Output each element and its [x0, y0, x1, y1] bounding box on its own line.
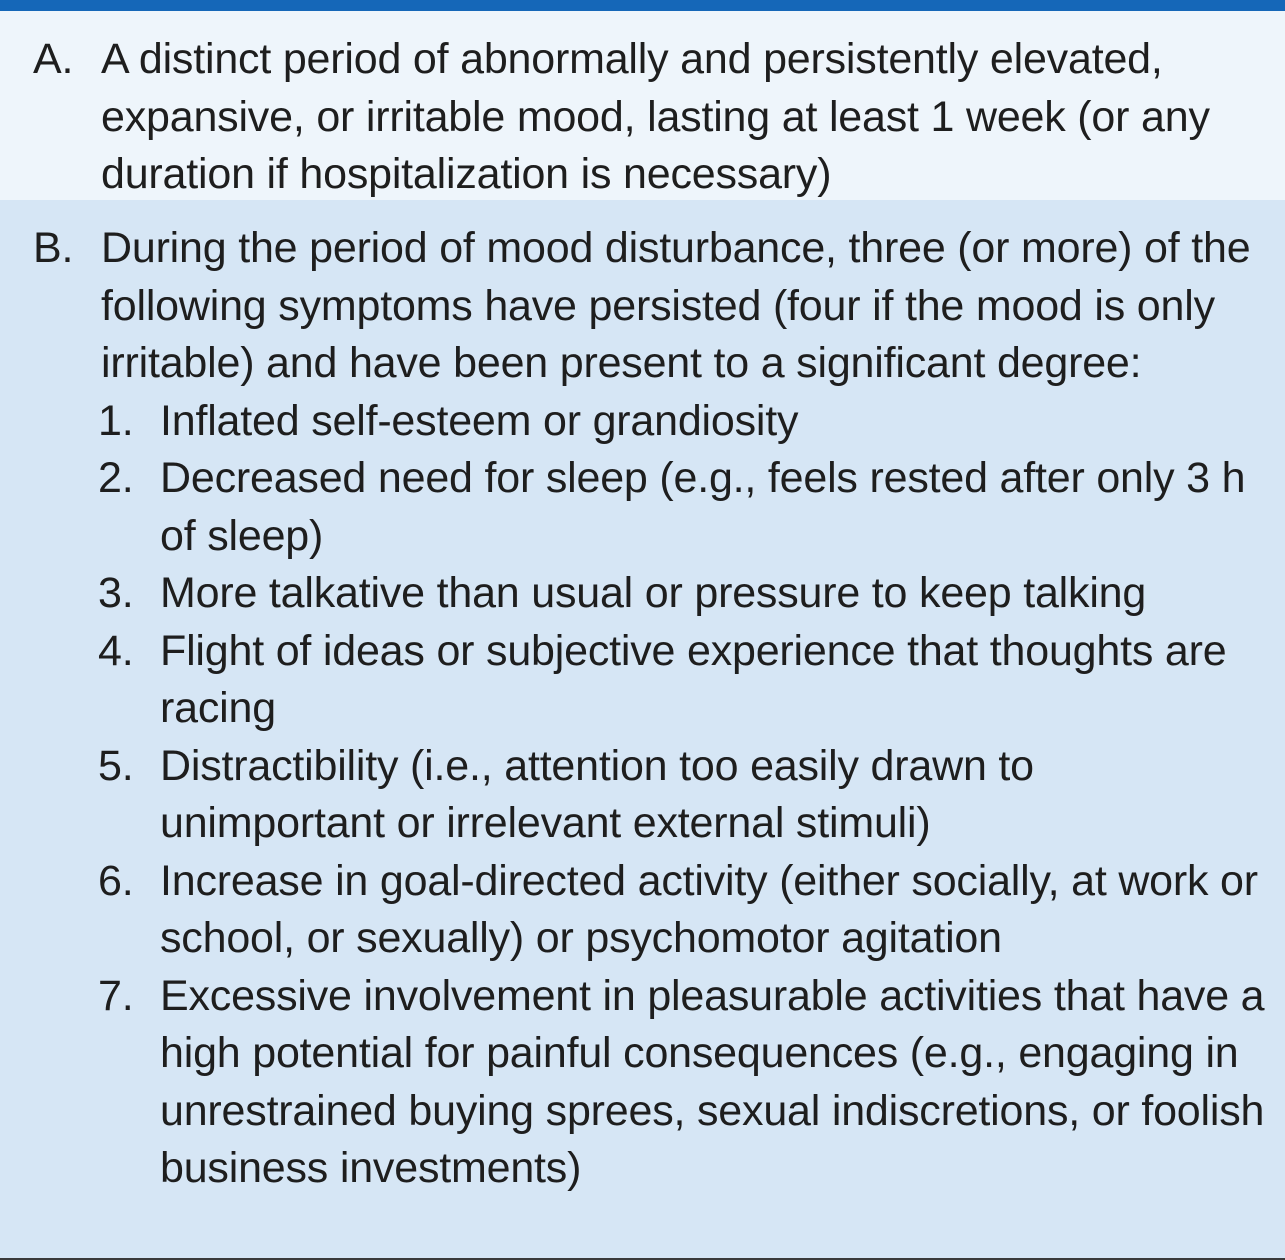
symptom-text: Excessive involvement in pleasurable activities that have a high potential for painful consequences (e.g., engaging in unrestrained buying sprees, sexual indiscretions, or foolish business investments)	[160, 971, 1265, 1192]
symptom-item	[0, 393, 1285, 451]
symptom-text: Distractibility (i.e., attention too easily drawn to unimportant or irrelevant external stimuli)	[160, 741, 1034, 847]
criterion-b	[0, 220, 1285, 393]
symptom-text: Inflated self-esteem or grandiosity	[160, 396, 799, 445]
symptom-item	[0, 450, 1285, 565]
symptom-text: Flight of ideas or subjective experience that thoughts are racing	[160, 626, 1227, 732]
criterion-a-section	[0, 11, 1285, 200]
symptom-number: 5.	[98, 741, 134, 790]
symptom-item	[0, 968, 1285, 1198]
symptom-number: 4.	[98, 626, 134, 675]
symptom-text: Increase in goal-directed activity (either socially, at work or school, or sexually) or psychomotor agitation	[160, 856, 1258, 962]
criterion-b-letter: B.	[33, 224, 74, 272]
symptom-number: 1.	[98, 396, 134, 445]
symptom-number: 6.	[98, 856, 134, 905]
symptom-text: More talkative than usual or pressure to keep talking	[160, 569, 1147, 617]
criterion-a-text: A distinct period of abnormally and persistently elevated, expansive, or irritable mood, lasting at least 1 week (or any duration if hospitalization is necessary)	[101, 35, 1210, 198]
symptom-item	[0, 738, 1285, 853]
symptom-text: Decreased need for sleep (e.g., feels rested after only 3 h of sleep)	[160, 454, 1246, 560]
symptom-number: 7.	[98, 971, 134, 1020]
symptom-item	[0, 565, 1285, 623]
symptom-number: 3.	[98, 569, 134, 617]
symptom-item	[0, 623, 1285, 738]
symptom-number: 2.	[98, 454, 134, 502]
criterion-a	[0, 31, 1285, 204]
criterion-a-letter: A.	[33, 35, 74, 83]
symptom-list	[0, 393, 1285, 1198]
top-rule	[0, 0, 1285, 11]
symptom-item	[0, 853, 1285, 968]
criterion-b-text: During the period of mood disturbance, three (or more) of the following symptoms have persisted (four if the mood is only irritable) and have been present to a significant degree:	[101, 224, 1251, 387]
criterion-b-section	[0, 200, 1285, 1258]
